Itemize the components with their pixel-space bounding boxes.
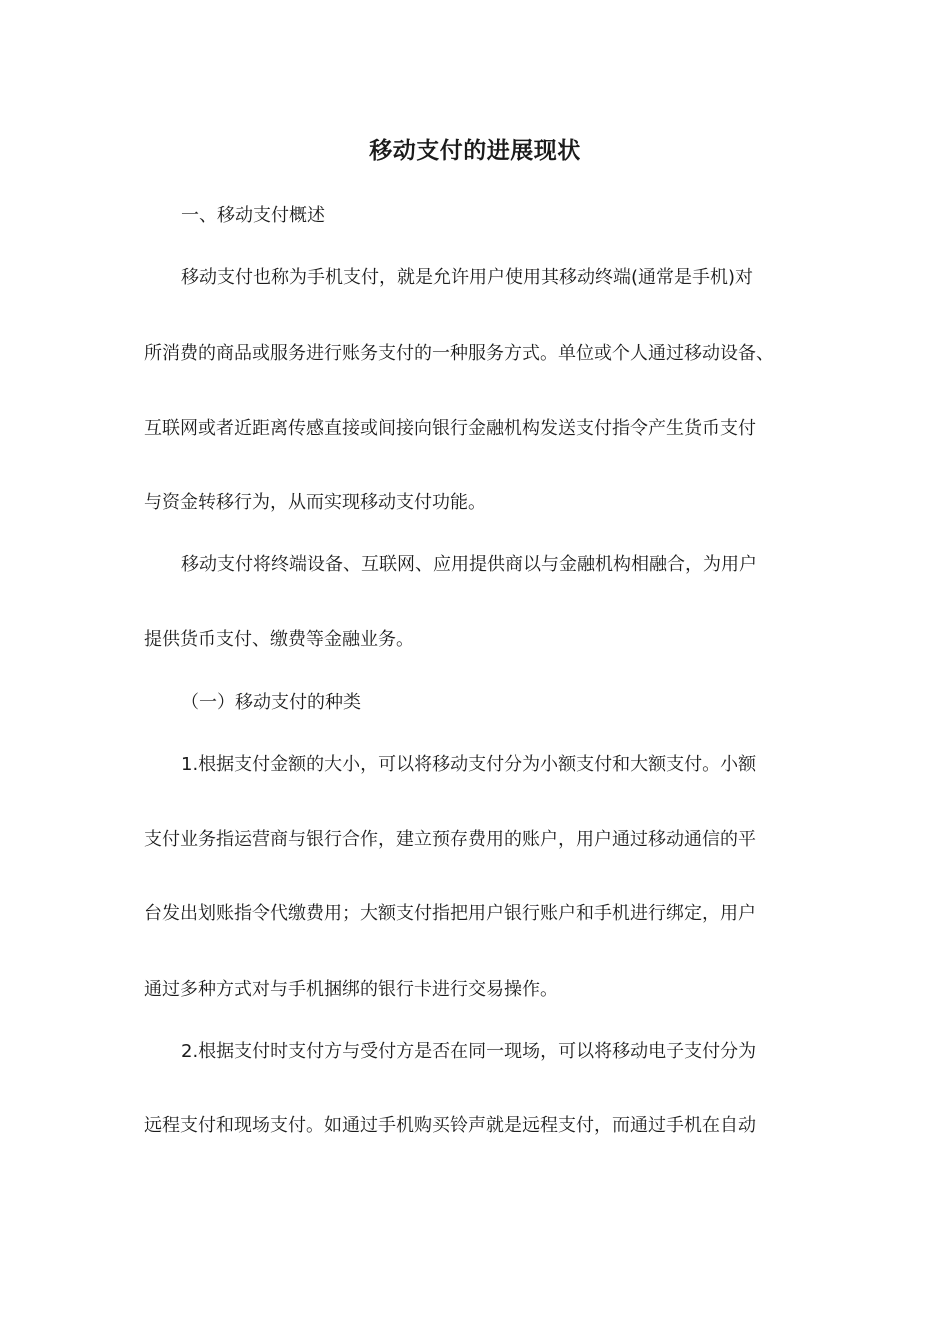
paragraph-line: 移动支付也称为手机支付，就是允许用户使用其移动终端(通常是手机)对	[181, 267, 754, 288]
paragraph-line: 2.根据支付时支付方与受付方是否在同一现场，可以将移动电子支付分为	[181, 1041, 757, 1062]
paragraph-line: 通过多种方式对与手机捆绑的银行卡进行交易操作。	[144, 979, 558, 1000]
paragraph-line: 支付业务指运营商与银行合作，建立预存费用的账户，用户通过移动通信的平	[144, 829, 756, 850]
subsection-heading: （一）移动支付的种类	[181, 692, 361, 713]
paragraph-line: 提供货币支付、缴费等金融业务。	[144, 629, 414, 650]
paragraph-line: 互联网或者近距离传感直接或间接向银行金融机构发送支付指令产生货币支付	[144, 418, 756, 439]
paragraph-line: 移动支付将终端设备、互联网、应用提供商以与金融机构相融合，为用户	[181, 554, 757, 575]
paragraph-line: 1.根据支付金额的大小，可以将移动支付分为小额支付和大额支付。小额	[181, 754, 757, 775]
document-title: 移动支付的进展现状	[369, 138, 581, 164]
paragraph-line: 所消费的商品或服务进行账务支付的一种服务方式。单位或个人通过移动设备、	[144, 343, 774, 364]
paragraph-line: 台发出划账指令代缴费用；大额支付指把用户银行账户和手机进行绑定，用户	[144, 903, 756, 924]
paragraph-line: 与资金转移行为，从而实现移动支付功能。	[144, 492, 486, 513]
section-heading: 一、移动支付概述	[181, 205, 325, 226]
paragraph-line: 远程支付和现场支付。如通过手机购买铃声就是远程支付，而通过手机在自动	[144, 1115, 756, 1136]
